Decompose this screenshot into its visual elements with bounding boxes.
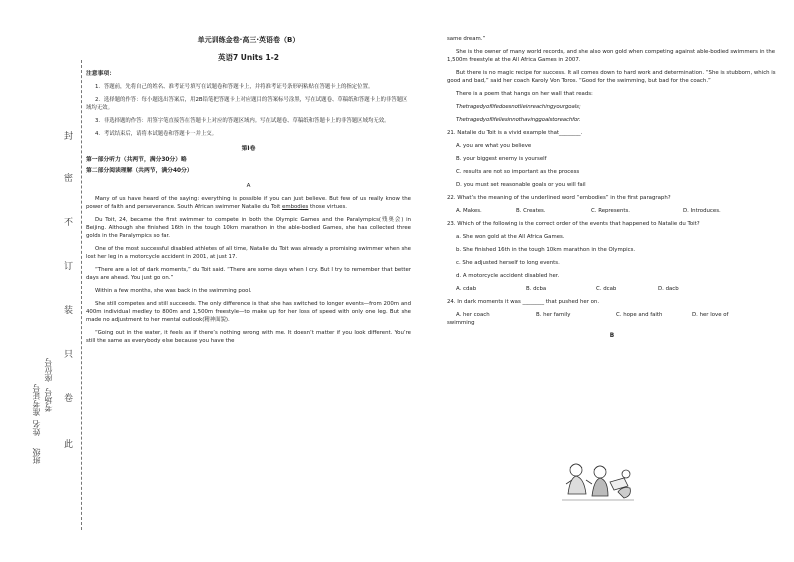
event-item: d. A motorcycle accident disabled her.	[456, 273, 560, 279]
binding-word: 卷	[64, 394, 74, 404]
poem-line: Thetragedyoflifedoesnotlieinreachingyourgoals;	[456, 104, 581, 110]
option: A. Makes.	[456, 208, 482, 214]
option: B. dcba	[526, 286, 547, 292]
field-admission-number: 准考证号	[32, 384, 41, 416]
part-one-heading: 第一部分听力（共两节，满分30分）略	[86, 157, 187, 163]
passage-paragraph: Within a few months, she was back in the swimming pool.	[95, 288, 252, 294]
option: C. dcab	[596, 286, 617, 292]
field-class: 班级	[32, 448, 41, 464]
field-name: 姓名	[32, 420, 41, 436]
option: D. dacb	[658, 286, 679, 292]
passage-paragraph: She still competes and still succeeds. The only difference is that she has switched to longer events—from 200m and 400m individual medley to 800m and 1,500m freestyle—to make up for her loss of speed with only one leg. But she made no adjustment to her mental outlook(精神面貌).	[86, 301, 411, 323]
part-two-heading: 第二部分阅读理解（共两节，满分40分）	[86, 168, 193, 174]
question-24: 24. In dark moments it was ________ that pushed her on.	[447, 299, 600, 305]
field-seat-number: 座位号	[44, 358, 53, 382]
binding-word: 装	[64, 306, 74, 316]
binding-word: 订	[64, 262, 74, 272]
option: A. cdab	[456, 286, 477, 292]
question-22: 22. What’s the meaning of the underlined word “embodies” in the first paragraph?	[447, 195, 671, 201]
passage-paragraph: There is a poem that hangs on her wall that reads:	[456, 91, 593, 97]
question-23: 23. Which of the following is the correct order of the events that happened to Natalie du Toit?	[447, 221, 700, 227]
option: B. her family	[536, 312, 571, 318]
option: A. her coach	[456, 312, 490, 318]
binding-word: 不	[64, 218, 74, 228]
question-21: 21. Natalie du Toit is a vivid example that________.	[447, 130, 583, 136]
poem-line: Thetragedyoflifeliesinnothavinggoalstoreachfor.	[456, 117, 581, 123]
volume-label: 第Ⅰ卷	[241, 146, 256, 152]
event-item: b. She finished 16th in the tough 10km marathon in the Olympics.	[456, 247, 636, 253]
notes-heading: 注意事项：	[86, 71, 115, 77]
section-b-heading: B	[609, 333, 615, 339]
note-item: 1．答题前，先将自己的姓名、准考证号填写在试题卷和答题卡上，并将准考证号条形码粘贴在答题卡上的指定位置。	[95, 84, 374, 90]
passage-paragraph: But there is no magic recipe for success. It all comes down to hard work and determination. “She is stubborn, which is good and bad,” said her coach Karoly Von Toros. “Good for the swimming, but bad for the coach.”	[447, 70, 776, 84]
option: B. your biggest enemy is yourself	[456, 156, 547, 162]
binding-dashed-line	[81, 60, 82, 530]
binding-word: 只	[64, 350, 74, 360]
right-column	[447, 0, 777, 340]
section-a-heading: A	[246, 183, 251, 189]
passage-paragraph: “Going out in the water, it feels as if there’s nothing wrong with me. It doesn’t matter if you look different. You’re still the same as everybody else because you have the	[86, 330, 411, 344]
cartoon-illustration	[558, 456, 638, 504]
options-row	[447, 207, 777, 215]
option: D. her love of	[692, 312, 729, 318]
binding-word: 密	[64, 174, 74, 184]
event-item: a. She won gold at the All Africa Games.	[456, 234, 565, 240]
passage-continuation: same dream.”	[447, 36, 486, 42]
option: B. Creates.	[516, 208, 546, 214]
option: D. you must set reasonable goals or you will fail	[456, 182, 586, 188]
passage-paragraph: “There are a lot of dark moments,” du Toit said. “There are some days when I cry. But I try to remember that better days are ahead. You just go on.”	[86, 267, 411, 281]
left-column	[86, 0, 411, 345]
event-item: c. She adjusted herself to long events.	[456, 260, 560, 266]
option-continuation: swimming	[447, 320, 475, 326]
passage-paragraph: Many of us have heard of the saying: everything is possible if you can just believe. But few of us really know the power of faith and perseverance. South African swimmer Natalie du Toit embodies those virtues.	[86, 196, 411, 210]
note-item: 4．考试结束后，请将本试题卷和答题卡一并上交。	[95, 131, 218, 137]
exam-title: 单元训练金卷·高三·英语卷（B）	[197, 36, 300, 44]
note-item: 3．非选择题的作答：用签字笔直接答在答题卡上对应的答题区域内。写在试题卷、草稿纸和答题卡上的非答题区域均无效。	[95, 118, 390, 124]
passage-paragraph: Du Toit, 24, became the first swimmer to compete in both the Olympic Games and the Paralympics(残奥会) in Beijing. Although she finished 16th in the tough 10km marathon in the able-bodied Games, she has collected three golds in the Paralympics so far.	[86, 217, 411, 239]
binding-word: 封	[64, 132, 74, 142]
note-item: 2．选择题的作答：每小题选出答案后，用2B铅笔把答题卡上对应题目的答案标号涂黑，写在试题卷、草稿纸和答题卡上的非答题区域均无效。	[86, 97, 408, 111]
option: C. results are not so important as the process	[456, 169, 580, 175]
option: D. Introduces.	[683, 208, 721, 214]
option: C. Represents.	[591, 208, 631, 214]
option: A. you are what you believe	[456, 143, 532, 149]
binding-word: 此	[64, 440, 74, 450]
passage-paragraph: One of the most successful disabled athletes of all time, Natalie du Toit was already a promising swimmer when she lost her leg in a motorcycle accident in 2001, at just 17.	[86, 246, 411, 260]
option: C. hope and faith	[616, 312, 663, 318]
options-row	[447, 285, 777, 293]
options-row	[447, 311, 777, 319]
exam-subtitle: 英语7 Units 1-2	[217, 53, 280, 62]
field-exam-room: 考场号	[44, 388, 53, 412]
underlined-word: embodies	[282, 204, 309, 210]
passage-paragraph: She is the owner of many world records, and she also won gold when competing against able-bodied swimmers in the 1,500m freestyle at the All Africa Games in 2007.	[447, 49, 776, 63]
